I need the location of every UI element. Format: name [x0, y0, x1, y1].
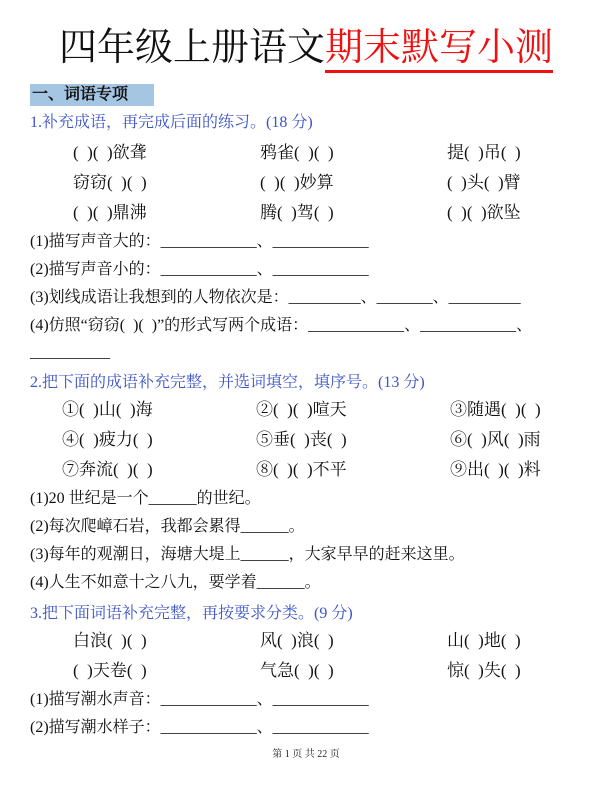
idiom-cell: 气急( )( ) [260, 661, 334, 680]
idiom-cell: ⑦奔流( )( ) [62, 460, 153, 479]
idiom-cell: 鸦雀( )( ) [260, 143, 334, 162]
idiom-cell: ( )头( )臂 [447, 173, 521, 192]
question-1-subitem-4: (4)仿照“窃窃( )( )”的形式写两个成语：____________、____________、 [30, 317, 533, 334]
idiom-grid-row [30, 626, 582, 656]
idiom-cell: 提( )吊( ) [447, 143, 521, 162]
idiom-cell: ②( )( )喧天 [256, 400, 347, 419]
question-3-title: 3.把下面词语补充完整，再按要求分类。(9 分) [30, 605, 353, 622]
question-3-idiom-grid [30, 626, 582, 686]
idiom-grid-row [30, 198, 582, 228]
question-2-subitem-2: (2)每次爬嶂石岩，我都会累得______。 [30, 518, 305, 535]
idiom-cell: ③随遇( )( ) [450, 400, 541, 419]
question-1-subitem-4-continuation-blank: __________ [30, 344, 110, 361]
idiom-cell: ( )天卷( ) [73, 661, 147, 680]
question-3-subitem-1: (1)描写潮水声音：____________、____________ [30, 691, 369, 708]
question-1-subitem-3: (3)划线成语让我想到的人物依次是：_________、_______、_________ [30, 289, 521, 306]
page-title-black: 四年级上册语文 [58, 27, 325, 69]
idiom-cell: 窃窃( )( ) [73, 173, 147, 192]
idiom-cell: 山( )地( ) [447, 631, 521, 650]
question-2-subitem-4: (4)人生不如意十之八九，要学着______。 [30, 574, 321, 591]
question-1-subitem-1: (1)描写声音大的：____________、____________ [30, 233, 369, 250]
question-1-idiom-grid [30, 138, 582, 228]
idiom-cell: 惊( )失( ) [447, 661, 521, 680]
question-2-subitem-1: (1)20 世纪是一个______的世纪。 [30, 490, 261, 507]
idiom-cell: ( )( )鼎沸 [73, 203, 147, 222]
page-title [30, 24, 582, 72]
question-2-idiom-grid [30, 395, 582, 485]
idiom-grid-row [30, 168, 582, 198]
idiom-cell: ④( )疲力( ) [62, 430, 153, 449]
idiom-grid-row [30, 455, 582, 485]
question-1-subitem-2: (2)描写声音小的：____________、____________ [30, 261, 369, 278]
question-3-subitem-2: (2)描写潮水样子：____________、____________ [30, 719, 369, 736]
question-2-title: 2.把下面的成语补充完整，并选词填空，填序号。(13 分) [30, 374, 425, 391]
page-footer: 第 1 页 共 22 页 [272, 749, 340, 760]
idiom-cell: ⑤垂( )丧( ) [256, 430, 347, 449]
idiom-cell: 风( )浪( ) [260, 631, 334, 650]
section-header: 一、词语专项 [30, 84, 154, 106]
page-title-red-underlined: 期末默写小测 [325, 27, 553, 73]
idiom-cell: ①( )山( )海 [62, 400, 153, 419]
idiom-cell: ( )( )欲坠 [447, 203, 521, 222]
idiom-cell: ( )( )妙算 [260, 173, 334, 192]
idiom-cell: ( )( )欲聋 [73, 143, 147, 162]
idiom-cell: ⑨出( )( )料 [450, 460, 541, 479]
idiom-cell: ⑥( )风( )雨 [450, 430, 541, 449]
idiom-grid-row [30, 138, 582, 168]
idiom-cell: ⑧( )( )不平 [256, 460, 347, 479]
question-1-title: 1.补充成语，再完成后面的练习。(18 分) [30, 114, 313, 131]
idiom-cell: 腾( )驾( ) [260, 203, 334, 222]
idiom-grid-row [30, 656, 582, 686]
idiom-grid-row [30, 425, 582, 455]
question-2-subitem-3: (3)每年的观潮日，海塘大堤上______，大家早早的赶来这里。 [30, 546, 465, 563]
idiom-cell: 白浪( )( ) [73, 631, 147, 650]
idiom-grid-row [30, 395, 582, 425]
